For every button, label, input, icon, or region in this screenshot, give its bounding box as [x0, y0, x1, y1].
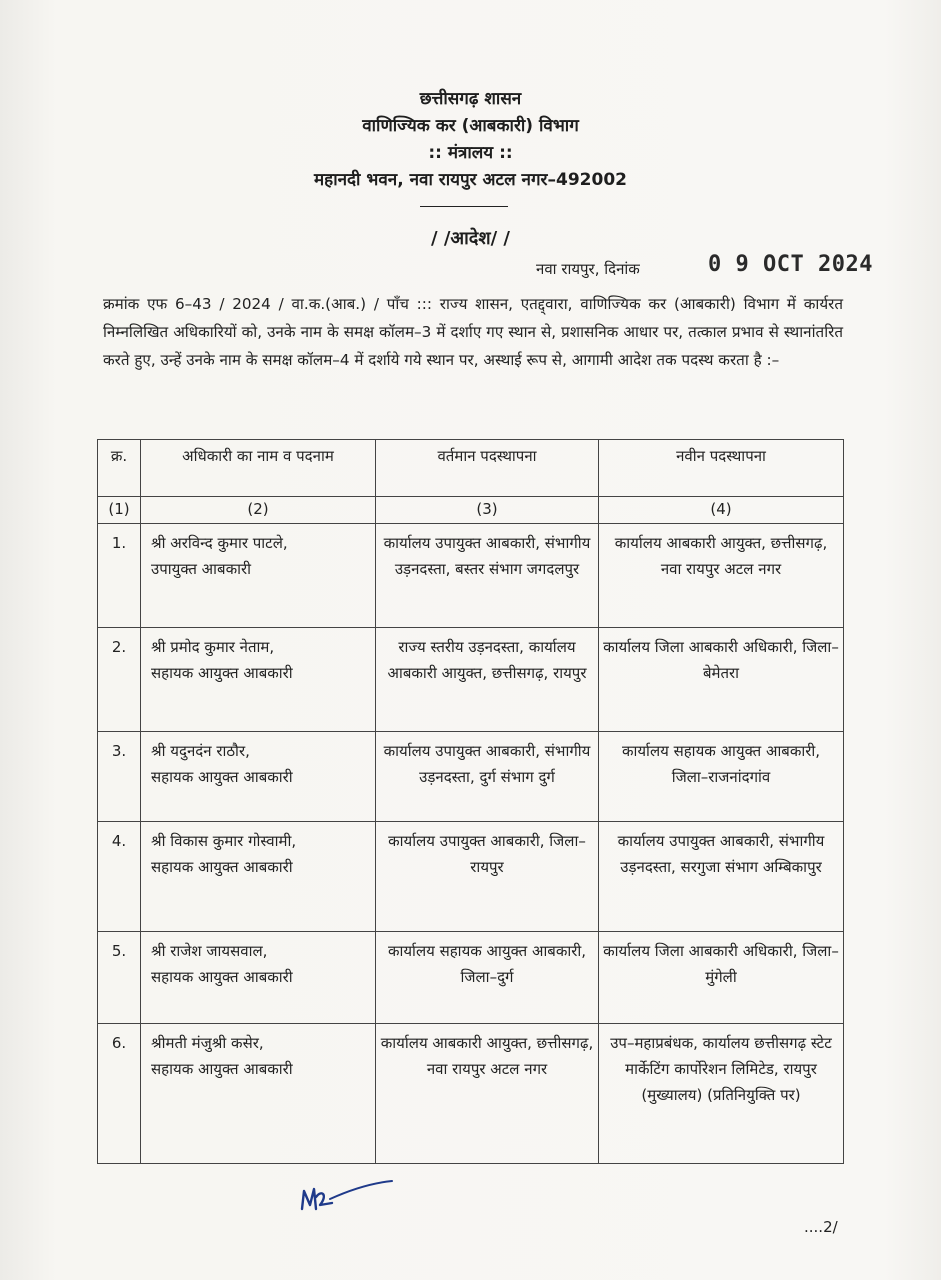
officer-cell	[141, 628, 376, 732]
current-posting: कार्यालय आबकारी आयुक्त, छत्तीसगढ़, नवा रायपुर अटल नगर	[376, 1024, 599, 1164]
date-label: नवा रायपुर, दिनांक	[536, 260, 640, 278]
officer-cell	[141, 1024, 376, 1164]
header-address: महानदी भवन, नवा रायपुर अटल नगर–492002	[314, 170, 627, 190]
table-row	[98, 932, 844, 1024]
serial-number: 6.	[98, 1024, 141, 1164]
header-ministry: :: मंत्रालय ::	[428, 143, 513, 163]
officer-designation: सहायक आयुक्त आबकारी	[151, 858, 293, 876]
officer-name: श्री प्रमोद कुमार नेताम,	[151, 638, 275, 656]
new-posting: उप–महाप्रबंधक, कार्यालय छत्तीसगढ़ स्टेट मार्केटिंग कार्पोरेशन लिमिटेड, रायपुर (मुख्यालय) (प्रतिनियुक्ति पर)	[599, 1024, 844, 1164]
table-row	[98, 1024, 844, 1164]
officer-designation: उपायुक्त आबकारी	[151, 560, 252, 578]
serial-number: 4.	[98, 822, 141, 932]
table-row	[98, 822, 844, 932]
transfer-table	[97, 439, 844, 1164]
order-title: / /आदेश/ /	[430, 228, 511, 249]
date-stamp: 0 9 OCT 2024	[708, 252, 873, 277]
officer-name: श्री यदुनदंन राठौर,	[151, 742, 250, 760]
current-posting: राज्य स्तरीय उड़नदस्ता, कार्यालय आबकारी आयुक्त, छत्तीसगढ़, रायपुर	[376, 628, 599, 732]
letterhead	[0, 86, 941, 194]
current-posting: कार्यालय उपायुक्त आबकारी, संभागीय उड़नदस्ता, दुर्ग संभाग दुर्ग	[376, 732, 599, 822]
header-government: छत्तीसगढ़ शासन	[419, 89, 522, 109]
current-posting: कार्यालय उपायुक्त आबकारी, संभागीय उड़नदस्ता, बस्तर संभाग जगदलपुर	[376, 524, 599, 628]
officer-cell	[141, 732, 376, 822]
new-posting: कार्यालय आबकारी आयुक्त, छत्तीसगढ़, नवा रायपुर अटल नगर	[599, 524, 844, 628]
table-row	[98, 628, 844, 732]
serial-number: 2.	[98, 628, 141, 732]
current-posting: कार्यालय उपायुक्त आबकारी, जिला–रायपुर	[376, 822, 599, 932]
officer-designation: सहायक आयुक्त आबकारी	[151, 768, 293, 786]
current-posting: कार्यालय सहायक आयुक्त आबकारी, जिला–दुर्ग	[376, 932, 599, 1024]
column-number: (3)	[376, 497, 599, 524]
serial-number: 3.	[98, 732, 141, 822]
officer-name: श्रीमती मंजुश्री कसेर,	[151, 1034, 264, 1052]
officer-designation: सहायक आयुक्त आबकारी	[151, 664, 293, 682]
header-department: वाणिज्यिक कर (आबकारी) विभाग	[362, 116, 579, 136]
column-number: (1)	[98, 497, 141, 524]
header-new-posting: नवीन पदस्थापना	[599, 440, 844, 497]
header-divider	[420, 206, 508, 207]
column-number-row	[98, 497, 844, 524]
header-current-posting: वर्तमान पदस्थापना	[376, 440, 599, 497]
officer-cell	[141, 822, 376, 932]
officer-name: श्री राजेश जायसवाल,	[151, 942, 268, 960]
serial-number: 1.	[98, 524, 141, 628]
handwritten-signature	[292, 1175, 402, 1225]
serial-number: 5.	[98, 932, 141, 1024]
new-posting: कार्यालय जिला आबकारी अधिकारी, जिला–बेमेतरा	[599, 628, 844, 732]
table-row	[98, 732, 844, 822]
new-posting: कार्यालय सहायक आयुक्त आबकारी, जिला–राजनांदगांव	[599, 732, 844, 822]
new-posting: कार्यालय जिला आबकारी अधिकारी, जिला–मुंगेली	[599, 932, 844, 1024]
order-body-text: क्रमांक एफ 6–43 / 2024 / वा.क.(आब.) / पाँच ::: राज्य शासन, एतद्द्वारा, वाणिज्यिक कर (आबकारी) विभाग में कार्यरत निम्नलिखित अधिकारियों को, उनके नाम के समक्ष कॉलम–3 में दर्शाए गए स्थान से, प्रशासनिक आधार पर, तत्काल प्रभाव से स्थानांतरित करते हुए, उन्हें उनके नाम के समक्ष कॉलम–4 में दर्शाये गये स्थान पर, अस्थाई रूप से, आगामी आदेश तक पदस्थ करता है :–	[103, 295, 843, 369]
officer-cell	[141, 932, 376, 1024]
header-officer-name: अधिकारी का नाम व पदनाम	[141, 440, 376, 497]
page-continuation: ....2/	[804, 1218, 838, 1236]
officer-cell	[141, 524, 376, 628]
officer-designation: सहायक आयुक्त आबकारी	[151, 968, 293, 986]
column-number: (2)	[141, 497, 376, 524]
header-serial: क्र.	[98, 440, 141, 497]
officer-name: श्री विकास कुमार गोस्वामी,	[151, 832, 297, 850]
table-row	[98, 524, 844, 628]
officer-designation: सहायक आयुक्त आबकारी	[151, 1060, 293, 1078]
column-number: (4)	[599, 497, 844, 524]
officer-name: श्री अरविन्द कुमार पाटले,	[151, 534, 288, 552]
new-posting: कार्यालय उपायुक्त आबकारी, संभागीय उड़नदस्ता, सरगुजा संभाग अम्बिकापुर	[599, 822, 844, 932]
table-header-row	[98, 440, 844, 497]
